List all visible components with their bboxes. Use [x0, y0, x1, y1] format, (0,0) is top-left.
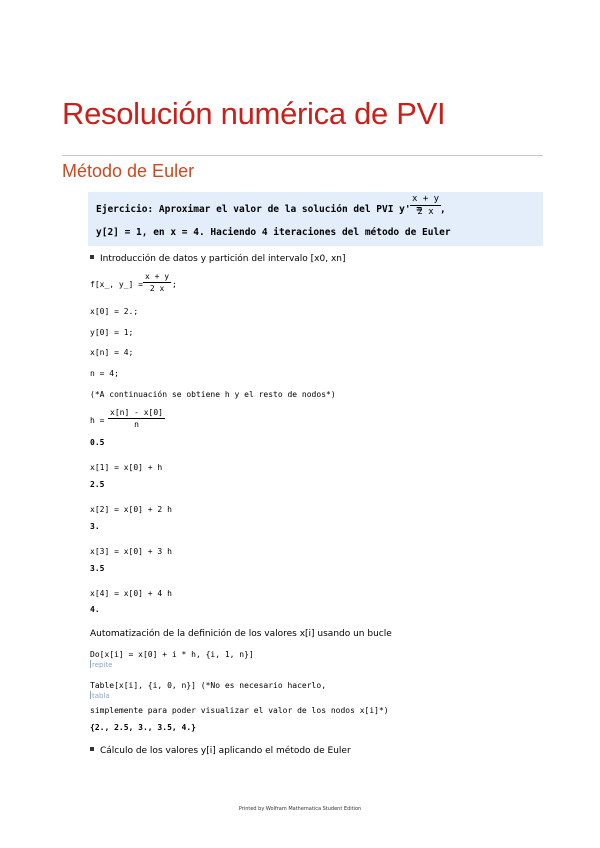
automation-text: Automatización de la definición de los valores x[i] usando un bucle: [90, 629, 392, 639]
exercise-frac-denominator: 2 x: [417, 207, 434, 217]
f-fraction: [143, 272, 171, 293]
f-frac-numerator: x + y: [145, 272, 170, 281]
exercise-line1-suffix: ,: [440, 204, 446, 215]
h-frac-numerator: x[n] - x[0]: [110, 408, 163, 417]
exercise-line2: y[2] = 1, en x = 4. Haciendo 4 iteraciones del método de Euler: [96, 227, 451, 238]
table-output: {2., 2.5, 3., 3.5, 4.}: [90, 723, 196, 732]
bullet-square-icon: [90, 255, 94, 259]
x2-output: 3.: [90, 522, 100, 531]
f-definition-prefix[interactable]: f[x_, y_] =: [90, 280, 143, 289]
bullet-intro: [90, 254, 346, 264]
exercise-box: [88, 192, 543, 246]
bullet-euler-text: Cálculo de los valores y[i] aplicando el método de Euler: [100, 746, 351, 756]
x0-input[interactable]: x[0] = 2.;: [90, 307, 139, 316]
bullet-intro-text: Introducción de datos y partición del intervalo [x0, xn]: [100, 254, 346, 264]
page-title: Resolución numérica de PVI: [62, 96, 446, 131]
section-heading: Método de Euler: [62, 161, 195, 181]
bullet-square-icon: [90, 747, 94, 751]
exercise-fraction: [410, 194, 441, 217]
hint-tabla[interactable]: tabla: [92, 692, 110, 700]
h-output: 0.5: [90, 438, 105, 447]
x3-output: 3.5: [90, 564, 105, 573]
x4-input[interactable]: x[4] = x[0] + 4 h: [90, 589, 172, 598]
xn-input[interactable]: x[n] = 4;: [90, 348, 134, 357]
exercise-frac-numerator: x + y: [412, 194, 440, 204]
table-input[interactable]: Table[x[i], {i, 0, n}] (*No es necesario hacerlo,: [90, 681, 327, 690]
h-input-prefix[interactable]: h =: [90, 416, 105, 425]
hint-repite[interactable]: repite: [92, 661, 113, 669]
h-fraction: [108, 408, 165, 429]
print-footer: Printed by Wolfram Mathematica Student Edition: [238, 806, 362, 812]
x2-input[interactable]: x[2] = x[0] + 2 h: [90, 505, 172, 514]
bullet-euler: [90, 746, 351, 756]
x4-output: 4.: [90, 605, 100, 614]
x1-output: 2.5: [90, 480, 105, 489]
h-frac-denominator: n: [134, 420, 139, 429]
f-definition-suffix: ;: [172, 280, 177, 289]
x1-input[interactable]: x[1] = x[0] + h: [90, 463, 163, 472]
table-input-line2[interactable]: simplemente para poder visualizar el valor de los nodos x[i]*): [90, 706, 389, 715]
y0-input[interactable]: y[0] = 1;: [90, 328, 134, 337]
n-input[interactable]: n = 4;: [90, 369, 119, 378]
comment-h[interactable]: (*A continuación se obtiene h y el resto de nodos*): [90, 390, 336, 399]
do-loop-input[interactable]: Do[x[i] = x[0] + i * h, {i, 1, n}]: [90, 650, 254, 659]
x3-input[interactable]: x[3] = x[0] + 3 h: [90, 547, 172, 556]
title-divider: [62, 155, 543, 156]
exercise-line1: Ejercicio: Aproximar el valor de la solución del PVI y' =: [96, 204, 423, 215]
f-frac-denominator: 2 x: [149, 284, 165, 293]
